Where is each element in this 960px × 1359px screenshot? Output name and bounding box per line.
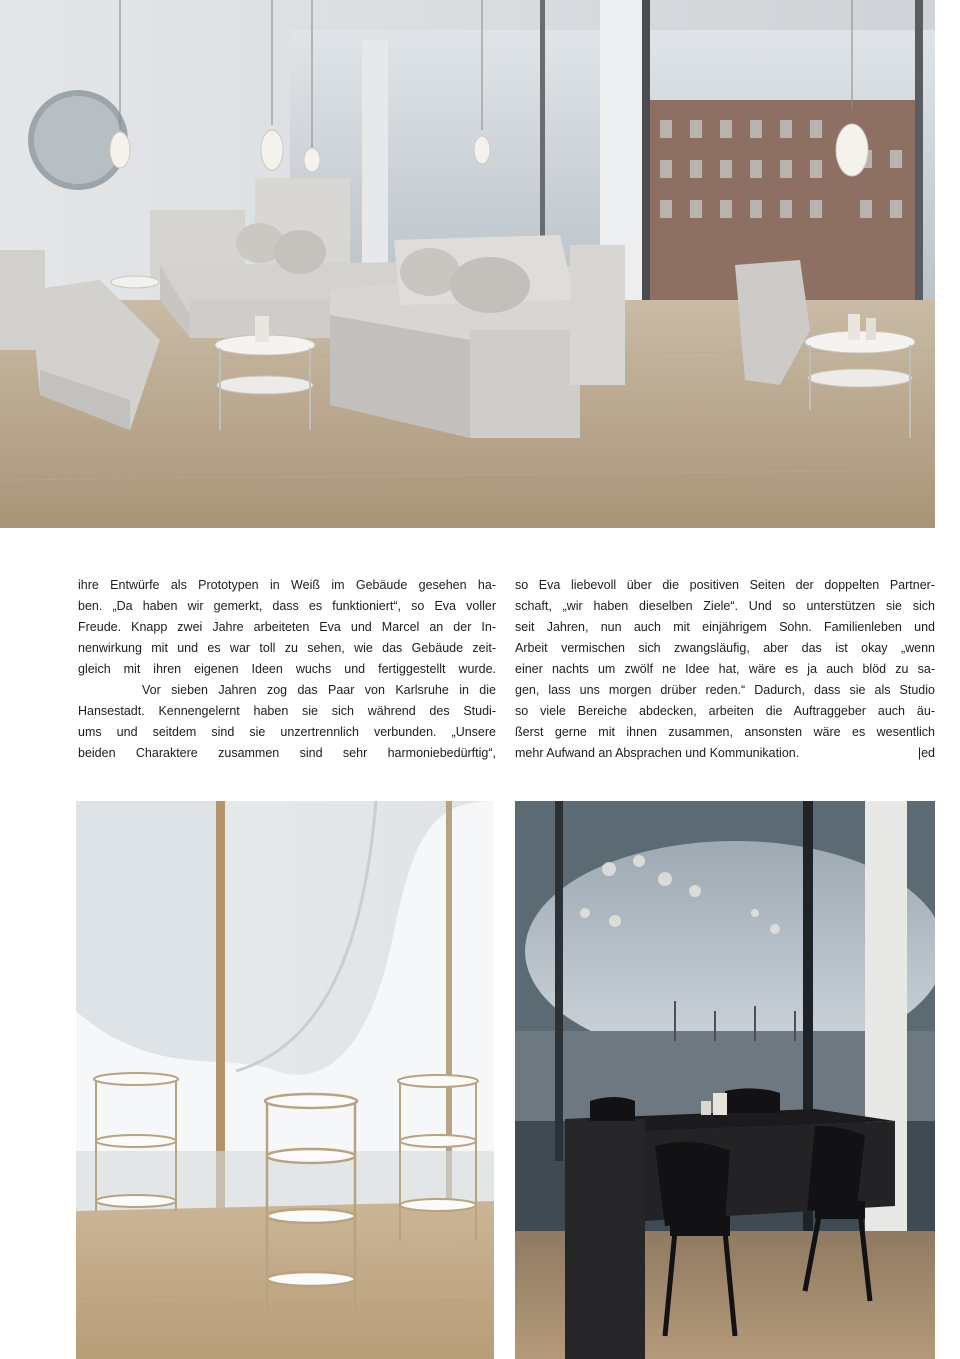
lounge-photo (0, 0, 935, 528)
paragraph (78, 575, 496, 764)
dining-table-photo (515, 801, 935, 1359)
text-line: ßerst gerne mit ihnen zusammen, ansonsten wäre es wesentlich (515, 725, 935, 739)
text-line: ums und seitdem sind sie unzertrennlich verbunden. „Unsere (78, 725, 496, 739)
text-line: schaft, „wir haben dieselben Ziele“. Und so unterstützen sie sich (515, 599, 935, 613)
white-tables-photo (76, 801, 494, 1359)
text-line: so viele Bereiche abdecken, arbeiten die Auftraggeber auch äu- (515, 704, 935, 718)
text-line: gleich mit ihren eigenen Ideen wuchs und fertiggestellt wurde. (78, 662, 496, 676)
text-line: Vor sieben Jahren zog das Paar von Karlsruhe in die (142, 683, 496, 697)
author-signature: |ed (917, 746, 935, 760)
text-line: Hansestadt. Kennengelernt haben sie sich während des Studi- (78, 704, 496, 718)
text-line: nenwirkung mit und es war toll zu sehen, wie das Gebäude zeit- (78, 641, 496, 655)
text-line: einer nachts um zwölf ne Idee hat, wäre es ja auch blöd zu sa- (515, 662, 935, 676)
text-line: beiden Charaktere zusammen sind sehr harmoniebedürftig“, (78, 746, 496, 760)
last-line-text: mehr Aufwand an Absprachen und Kommunikation. (515, 746, 800, 760)
text-line: Arbeit vermischen sich zwangsläufig, aber das ist okay „wenn (515, 641, 935, 655)
text-line: so Eva liebevoll über die positiven Seiten der doppelten Partner- (515, 578, 935, 592)
text-line: Freude. Knapp zwei Jahre arbeiteten Eva und Marcel an der In- (78, 620, 496, 634)
paragraph (515, 575, 935, 764)
text-line (515, 743, 935, 764)
text-line: ihre Entwürfe als Prototypen in Weiß im Gebäude gesehen ha- (78, 578, 496, 592)
article-column-right (515, 575, 935, 764)
text-line: seit Jahren, nun auch mit einjährigem Sohn. Familienleben und (515, 620, 935, 634)
article-column-left (78, 575, 496, 764)
text-line: ben. „Da haben wir gemerkt, dass es funktioniert“, so Eva voller (78, 599, 496, 613)
text-line: gen, lass uns morgen drüber reden.“ Dadurch, dass sie als Studio (515, 683, 935, 697)
